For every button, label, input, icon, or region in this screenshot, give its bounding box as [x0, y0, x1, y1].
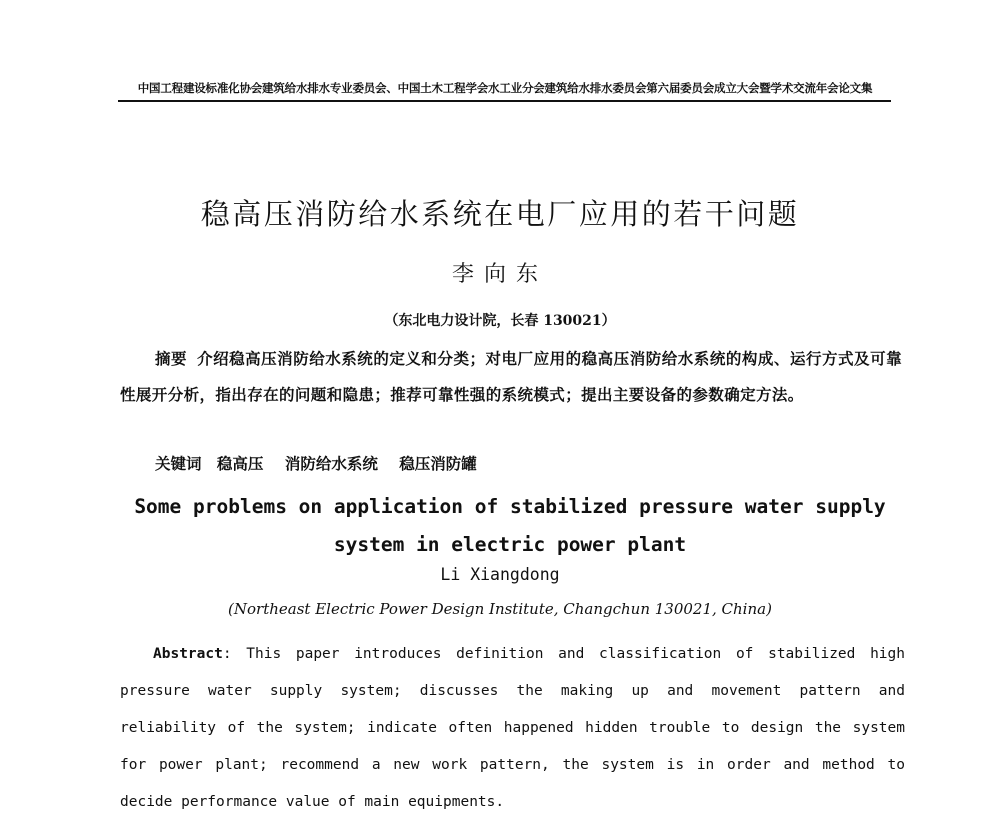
header-rule: [118, 100, 891, 102]
abstract-cn-label: 摘要: [155, 350, 188, 368]
abstract-cn-text: 介绍稳高压消防给水系统的定义和分类；对电厂应用的稳高压消防给水系统的构成、运行方式及可靠性展开分析，指出存在的问题和隐患；推荐可靠性强的系统模式；提出主要设备的参数确定方法。: [120, 349, 902, 404]
paper-title-en: Some problems on application of stabilized pressure water supply system in electric power plant: [134, 495, 886, 556]
paper-title-cn: 稳高压消防给水系统在电厂应用的若干问题: [200, 197, 800, 231]
keywords-cn-label: 关键词: [155, 455, 202, 473]
abstract-en-label: Abstract: [153, 646, 223, 662]
abstract-cn: [120, 341, 902, 413]
keywords-cn: [120, 452, 902, 476]
author-cn: 李向东: [451, 262, 548, 287]
keyword-cn: 稳高压: [216, 454, 264, 473]
keyword-cn: 稳压消防罐: [399, 454, 477, 473]
author-en: Li Xiangdong: [440, 565, 560, 584]
affiliation-en: (Northeast Electric Power Design Institute, Changchun 130021, China): [228, 600, 772, 618]
abstract-en: [120, 636, 905, 821]
keyword-cn: 消防给水系统: [284, 454, 378, 473]
affiliation-cn: （东北电力设计院，长春 130021）: [384, 313, 616, 329]
running-header: 中国工程建设标准化协会建筑给水排水专业委员会、中国土木工程学会水工业分会建筑给水排水委员会第六届委员会成立大会暨学术交流年会论文集: [137, 81, 873, 95]
abstract-en-text: : This paper introduces definition and classification of stabilized high pressure water supply system; discusses the making up and movement pattern and reliability of the system; indicate often happened hidden trouble to design the system for power plant; recommend a new work pattern, the system is in order and method to decide performance value of main equipments.: [120, 646, 905, 810]
